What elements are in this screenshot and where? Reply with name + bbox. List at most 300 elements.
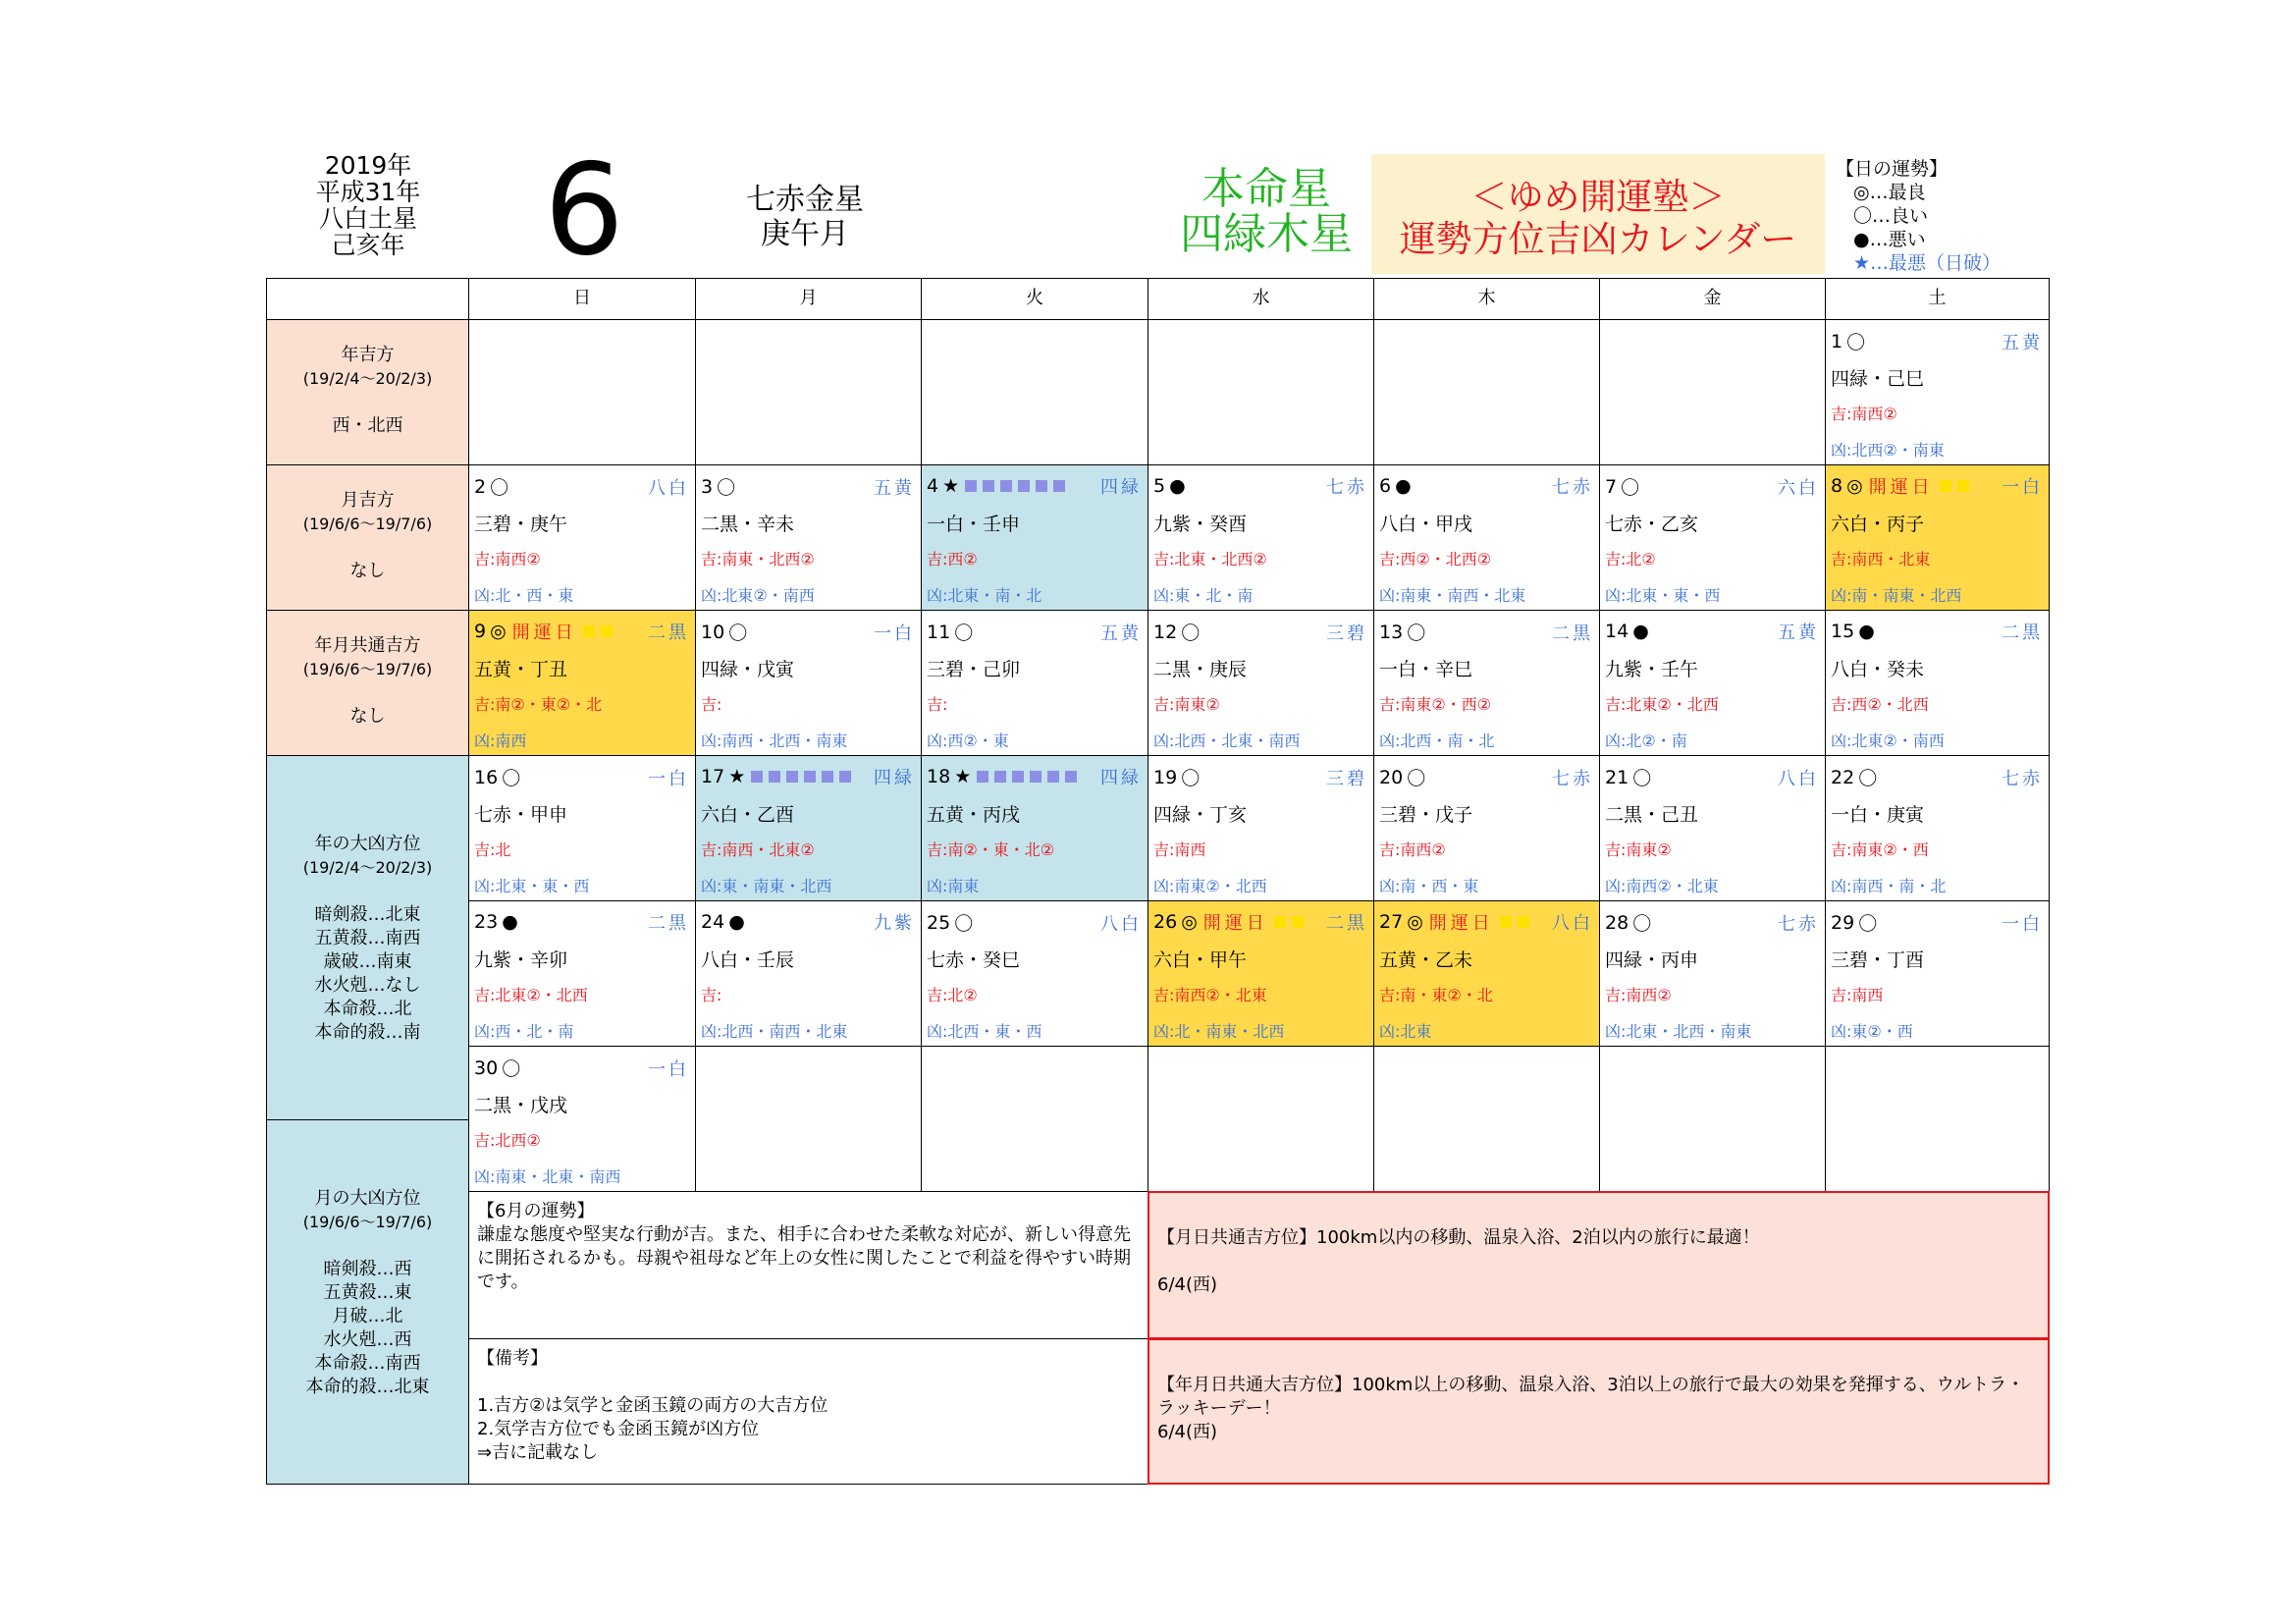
side-title: 年吉方 <box>341 345 395 365</box>
day-unlucky-direction: 凶:北西・東・西 <box>927 1022 1042 1041</box>
worst-square-icon <box>1036 480 1047 492</box>
day-number: 10 <box>701 621 725 643</box>
lucky-square-icon <box>1957 480 1969 492</box>
side-line: なし <box>349 706 386 727</box>
day-unlucky-direction: 凶:北東②・南西 <box>701 586 815 605</box>
day-cell <box>468 464 696 611</box>
day-nine-star: 七赤 <box>1778 913 1819 935</box>
legend-title: 【日の運勢】 <box>1836 158 1949 180</box>
day-kanshi: 六白・甲午 <box>1153 949 1248 971</box>
worst-square-icon <box>1000 480 1012 492</box>
remarks-line: 2.気学吉方位でも金函玉鏡が凶方位 <box>477 1419 760 1439</box>
day-fortune-mark: 〇 <box>1621 477 1640 499</box>
weekday-header: 火 <box>921 278 1148 320</box>
day-number: 18 <box>927 766 951 787</box>
day-unlucky-direction: 凶:北西・北東・南西 <box>1153 731 1301 750</box>
day-kanshi: 九紫・辛卯 <box>474 949 568 971</box>
legend <box>1836 157 2001 275</box>
common-lucky-title: 【月日共通吉方位】100km以内の移動、温泉入浴、2泊以内の旅行に最適！ <box>1157 1227 1760 1248</box>
side-line <box>267 681 468 705</box>
great-lucky-title: 【年月日共通大吉方位】100km以上の移動、温泉入浴、3泊以上の旅行で最大の効果を発揮する、ウルトラ・ラッキーデー！ <box>1157 1375 2025 1419</box>
worst-square-icon <box>804 771 816 783</box>
worst-square-icon <box>977 771 988 783</box>
day-fortune-mark: 〇 <box>1846 332 1866 353</box>
worst-square-icon <box>769 771 780 783</box>
day-cell <box>921 610 1148 756</box>
side-line <box>267 391 468 414</box>
worst-square-icon <box>994 771 1006 783</box>
day-fortune-mark: 〇 <box>1407 623 1426 644</box>
day-fortune-mark: 〇 <box>1407 768 1426 789</box>
worst-square-icon <box>786 771 798 783</box>
day-header-row <box>1605 764 1819 790</box>
side-panel-content <box>267 489 468 583</box>
day-fortune-mark: ● <box>728 911 745 933</box>
side-line: 五黄殺…東 <box>323 1282 412 1303</box>
day-unlucky-direction: 凶:南西・南・北 <box>1831 877 1947 895</box>
day-fortune-mark: 〇 <box>490 477 509 499</box>
day-unlucky-direction: 凶:南東・北東・南西 <box>474 1167 621 1186</box>
day-lucky-direction: 吉:南西② <box>1379 840 1446 859</box>
day-number: 12 <box>1153 621 1178 643</box>
day-lucky-direction: 吉:南西 <box>1153 840 1206 859</box>
side-line: 五黄殺…南西 <box>314 928 421 948</box>
day-cell-empty <box>921 319 1148 465</box>
day-number: 25 <box>927 911 951 934</box>
day-lucky-direction: 吉: <box>701 695 722 714</box>
day-lucky-direction: 吉:西②・北西 <box>1831 695 1929 714</box>
day-kanshi: 五黄・乙未 <box>1379 949 1473 971</box>
day-kanshi: 三碧・戊子 <box>1379 804 1473 826</box>
day-cell <box>1148 610 1374 756</box>
day-unlucky-direction: 凶:北西・南・北 <box>1379 731 1495 750</box>
day-header-row <box>701 764 915 789</box>
day-header-row <box>474 473 689 500</box>
day-cell <box>921 464 1148 611</box>
side-line <box>267 1234 468 1258</box>
day-fortune-mark: 〇 <box>954 623 974 644</box>
day-number: 27 <box>1379 911 1404 933</box>
day-unlucky-direction: 凶:南・西・東 <box>1379 877 1479 895</box>
day-fortune-mark: 〇 <box>954 913 974 935</box>
year-line: 2019年 <box>324 151 412 180</box>
day-cell-empty <box>1148 1046 1374 1192</box>
day-fortune-mark: ● <box>1858 621 1875 642</box>
day-fortune-mark: 〇 <box>1181 623 1201 644</box>
lucky-day-label: 開運日 <box>1202 913 1268 934</box>
weekday-header: 月 <box>695 278 922 320</box>
day-unlucky-direction: 凶:北東・東・西 <box>474 877 590 895</box>
side-line: 本命殺…北 <box>323 999 412 1019</box>
day-header-row <box>474 1055 689 1081</box>
calendar-title <box>1371 154 1825 274</box>
day-fortune-mark: ★ <box>728 766 746 787</box>
day-header-row <box>927 764 1142 789</box>
day-number: 16 <box>474 766 499 788</box>
day-fortune-mark: ◎ <box>1407 911 1423 933</box>
weekday-header: 金 <box>1599 278 1826 320</box>
lucky-day-label: 開運日 <box>511 623 577 643</box>
lucky-day-label: 開運日 <box>1428 913 1494 934</box>
day-cell <box>695 464 922 611</box>
day-nine-star: 八白 <box>1552 913 1593 934</box>
year-line: 八白土星 <box>318 204 417 233</box>
day-unlucky-direction: 凶:南西②・北東 <box>1605 877 1719 895</box>
day-unlucky-direction: 凶:北②・南 <box>1605 731 1687 750</box>
remarks-spacer <box>477 1371 1140 1394</box>
day-lucky-direction: 吉:南西② <box>1605 986 1672 1004</box>
day-header-row <box>1605 909 1819 936</box>
day-unlucky-direction: 凶:北西②・南東 <box>1831 441 1945 460</box>
day-fortune-mark: ● <box>1395 475 1412 497</box>
day-lucky-direction: 吉:南東②・西② <box>1379 695 1492 714</box>
side-panel-content <box>267 634 468 729</box>
day-cell <box>1373 755 1600 901</box>
day-header-row <box>1379 619 1593 645</box>
day-nine-star: 七赤 <box>1552 768 1593 789</box>
day-cell-empty <box>921 1046 1148 1192</box>
day-kanshi: 四緑・丙申 <box>1605 949 1699 971</box>
weekday-header: 日 <box>468 278 696 320</box>
day-kanshi: 八白・甲戌 <box>1379 514 1473 535</box>
day-unlucky-direction: 凶:北西・南西・北東 <box>701 1022 848 1041</box>
side-title: 年の大凶方位 <box>314 834 421 854</box>
day-nine-star: 四緑 <box>874 768 915 788</box>
day-nine-star: 七赤 <box>1326 477 1367 498</box>
day-cell <box>1148 464 1374 611</box>
lucky-square-icon <box>1292 916 1304 928</box>
side-line: 本命的殺…南 <box>314 1022 421 1043</box>
day-nine-star: 五黄 <box>1778 623 1819 643</box>
day-nine-star: 七赤 <box>2002 768 2043 789</box>
day-unlucky-direction: 凶:北・南東・北西 <box>1153 1022 1285 1041</box>
worst-square-icon <box>751 771 763 783</box>
day-lucky-direction: 吉:南西② <box>474 550 541 568</box>
day-cell-empty <box>1148 319 1374 465</box>
day-cell <box>921 900 1148 1047</box>
day-lucky-direction: 吉:北東②・北西 <box>1605 695 1719 714</box>
great-lucky-spacer <box>1157 1348 2040 1374</box>
common-lucky-gap <box>1157 1250 2040 1273</box>
side-panel <box>266 464 469 611</box>
side-title: 月吉方 <box>341 490 395 511</box>
day-nine-star: 一白 <box>2002 913 2043 935</box>
day-header-row <box>474 764 689 790</box>
side-line: なし <box>349 561 386 581</box>
day-lucky-direction: 吉:南東② <box>1605 840 1672 859</box>
weekday-header: 水 <box>1148 278 1374 320</box>
worst-square-icon <box>839 771 851 783</box>
day-fortune-mark: 〇 <box>1858 768 1878 789</box>
day-header-row <box>1379 909 1593 935</box>
day-kanshi: 八白・壬辰 <box>701 949 795 971</box>
day-number: 8 <box>1831 475 1843 497</box>
day-nine-star: 二黒 <box>1552 623 1593 644</box>
remarks-note <box>468 1338 1148 1485</box>
day-nine-star: 五黄 <box>1100 623 1142 644</box>
day-header-row <box>1605 473 1819 500</box>
day-kanshi: 四緑・丁亥 <box>1153 804 1248 826</box>
day-number: 7 <box>1605 475 1618 498</box>
day-kanshi: 四緑・戊寅 <box>701 659 795 680</box>
day-number: 22 <box>1831 766 1855 788</box>
remarks-line: ⇒吉に記載なし <box>477 1442 599 1463</box>
day-unlucky-direction: 凶:北東 <box>1379 1022 1432 1041</box>
lucky-square-icon <box>1274 916 1286 928</box>
side-range: (19/6/6～19/7/6) <box>302 660 433 678</box>
day-header-row <box>701 909 915 935</box>
common-lucky-date: 6/4(西) <box>1157 1274 1218 1295</box>
calendar-grid <box>266 278 2049 1484</box>
day-cell <box>468 900 696 1047</box>
day-unlucky-direction: 凶:南西 <box>474 731 527 750</box>
side-panel-content <box>267 344 468 438</box>
day-unlucky-direction: 凶:北東・東・西 <box>1605 586 1721 605</box>
side-panel <box>266 319 469 465</box>
lucky-square-icon <box>1500 916 1512 928</box>
day-fortune-mark: ◎ <box>490 621 507 642</box>
day-fortune-mark: ◎ <box>1181 911 1198 933</box>
day-header-row <box>1153 619 1367 645</box>
worst-square-icon <box>1047 771 1059 783</box>
side-line: 水火剋…なし <box>314 975 421 996</box>
day-fortune-mark: ● <box>1632 621 1649 642</box>
worst-square-icon <box>1012 771 1024 783</box>
day-unlucky-direction: 凶:南東②・北西 <box>1153 877 1267 895</box>
day-header-row <box>1605 619 1819 644</box>
day-number: 13 <box>1379 621 1404 643</box>
day-unlucky-direction: 凶:東・北・南 <box>1153 586 1254 605</box>
day-header-row <box>474 909 689 935</box>
day-header-row <box>1379 764 1593 790</box>
day-header-row <box>1153 909 1367 935</box>
side-line: 歳破…南東 <box>323 951 412 972</box>
day-header-row <box>701 619 915 645</box>
great-lucky-note <box>1148 1338 2050 1485</box>
day-nine-star: 二黒 <box>648 913 689 934</box>
day-nine-star: 二黒 <box>2002 623 2043 643</box>
day-cell <box>1825 900 2050 1047</box>
day-kanshi: 一白・辛巳 <box>1379 659 1473 680</box>
day-cell <box>1148 755 1374 901</box>
lucky-square-icon <box>1940 480 1951 492</box>
worst-square-icon <box>1053 480 1065 492</box>
day-cell <box>1599 610 1826 756</box>
day-kanshi: 三碧・庚午 <box>474 514 568 535</box>
day-cell <box>1825 610 2050 756</box>
day-kanshi: 四緑・己巳 <box>1831 368 1925 390</box>
day-header-row <box>1379 473 1593 499</box>
day-cell <box>1373 464 1600 611</box>
side-range: (19/2/4～20/2/3) <box>302 858 433 877</box>
day-lucky-direction: 吉:南・東②・北 <box>1379 986 1493 1004</box>
side-range: (19/6/6～19/7/6) <box>302 1213 433 1231</box>
weekday-header: 土 <box>1825 278 2050 320</box>
day-fortune-mark: 〇 <box>1632 768 1652 789</box>
weekday-header: 木 <box>1373 278 1600 320</box>
day-unlucky-direction: 凶:西・北・南 <box>474 1022 574 1041</box>
day-number: 11 <box>927 621 951 643</box>
side-line <box>267 536 468 560</box>
day-cell <box>921 755 1148 901</box>
worst-square-icon <box>822 771 833 783</box>
day-number: 17 <box>701 766 725 787</box>
side-line: 月破…北 <box>332 1306 403 1326</box>
day-lucky-direction: 吉:南西 <box>1831 986 1884 1004</box>
day-lucky-direction: 吉: <box>927 695 948 714</box>
side-range: (19/6/6～19/7/6) <box>302 514 433 533</box>
day-unlucky-direction: 凶:南・南東・北西 <box>1831 586 1962 605</box>
worst-square-icon <box>1065 771 1077 783</box>
side-line: 本命殺…南西 <box>314 1353 421 1374</box>
legend-worst: ★…最悪（日破） <box>1853 252 2002 274</box>
title-line: 運勢方位吉凶カレンダー <box>1399 218 1797 260</box>
day-lucky-direction: 吉:西②・北西② <box>1379 550 1492 568</box>
day-header-row <box>1831 619 2043 644</box>
side-panel <box>266 755 469 1120</box>
day-number: 21 <box>1605 766 1629 788</box>
honmei-line: 四緑木星 <box>1180 209 1353 259</box>
day-header-row <box>1831 764 2043 790</box>
day-kanshi: 七赤・乙亥 <box>1605 514 1699 535</box>
day-lucky-direction: 吉:北東・北西② <box>1153 550 1267 568</box>
day-cell <box>1599 900 1826 1047</box>
day-cell <box>1148 900 1374 1047</box>
worst-square-icon <box>1018 480 1030 492</box>
fortune-note <box>468 1191 1148 1339</box>
day-lucky-direction: 吉:北 <box>474 840 511 859</box>
day-lucky-direction: 吉:北西② <box>474 1131 541 1150</box>
day-header-row <box>1153 473 1367 499</box>
day-unlucky-direction: 凶:南西・北西・南東 <box>701 731 848 750</box>
day-header-row <box>701 473 915 500</box>
day-lucky-direction: 吉:南東②・西 <box>1831 840 1929 859</box>
day-cell <box>1599 464 1826 611</box>
legend-bad: ●…悪い <box>1853 229 1926 250</box>
day-fortune-mark: 〇 <box>1858 913 1878 935</box>
day-kanshi: 三碧・己卯 <box>927 659 1021 680</box>
side-line <box>267 880 468 903</box>
day-lucky-direction: 吉:北東②・北西 <box>474 986 588 1004</box>
day-nine-star: 一白 <box>2002 477 2043 498</box>
day-cell <box>468 610 696 756</box>
side-panel <box>266 610 469 756</box>
month-star-line: 庚午月 <box>761 217 849 251</box>
day-unlucky-direction: 凶:東②・西 <box>1831 1022 1913 1041</box>
side-panel-content <box>267 1187 468 1399</box>
day-header-row <box>1831 909 2043 936</box>
day-fortune-mark: 〇 <box>1632 913 1652 935</box>
side-line: 水火剋…西 <box>323 1329 412 1350</box>
day-cell <box>468 755 696 901</box>
fortune-text: 謙虚な態度や堅実な行動が吉。また、相手に合わせた柔軟な対応が、新しい得意先に開拓されるかも。母親や祖母など年上の女性に関したことで利益を得やすい時期です。 <box>477 1224 1131 1292</box>
day-nine-star: 五黄 <box>874 477 915 499</box>
lucky-square-icon <box>583 625 595 637</box>
day-nine-star: 三碧 <box>1326 768 1367 789</box>
day-lucky-direction: 吉:西② <box>927 550 978 568</box>
day-cell-empty <box>1373 1046 1600 1192</box>
day-cell <box>1825 464 2050 611</box>
day-lucky-direction: 吉:南西・北東 <box>1831 550 1931 568</box>
day-kanshi: 八白・癸未 <box>1831 659 1925 680</box>
lucky-square-icon <box>601 625 613 637</box>
day-cell <box>695 610 922 756</box>
day-fortune-mark: ● <box>1169 475 1186 497</box>
day-number: 23 <box>474 911 499 933</box>
day-kanshi: 九紫・壬午 <box>1605 659 1699 680</box>
day-header-row <box>474 619 689 644</box>
day-unlucky-direction: 凶:南東 <box>927 877 980 895</box>
day-number: 15 <box>1831 621 1855 642</box>
day-nine-star: 一白 <box>648 1058 689 1080</box>
legend-best: ◎…最良 <box>1853 182 1926 203</box>
day-fortune-mark: 〇 <box>1181 768 1201 789</box>
day-number: 3 <box>701 475 714 498</box>
day-lucky-direction: 吉:南東・北西② <box>701 550 815 568</box>
day-lucky-direction: 吉:南②・東・北② <box>927 840 1055 859</box>
day-nine-star: 七赤 <box>1552 477 1593 498</box>
day-nine-star: 一白 <box>874 623 915 644</box>
day-cell-empty <box>468 319 696 465</box>
day-number: 2 <box>474 475 487 498</box>
day-kanshi: 六白・丙子 <box>1831 514 1925 535</box>
year-info <box>294 152 442 258</box>
title-line: ＜ゆめ開運塾＞ <box>1470 176 1726 218</box>
day-fortune-mark: 〇 <box>728 623 748 644</box>
day-cell-empty <box>1599 1046 1826 1192</box>
month-number: 6 <box>544 137 624 284</box>
worst-square-icon <box>965 480 977 492</box>
day-lucky-direction: 吉:南②・東②・北 <box>474 695 603 714</box>
common-lucky-spacer <box>1157 1201 2040 1226</box>
day-cell <box>1373 900 1600 1047</box>
day-kanshi: 一白・壬申 <box>927 514 1021 535</box>
day-fortune-mark: ★ <box>954 766 972 787</box>
day-nine-star: 四緑 <box>1100 768 1142 788</box>
day-number: 30 <box>474 1056 499 1079</box>
day-cell <box>468 1046 696 1192</box>
day-lucky-direction: 吉:南東② <box>1153 695 1220 714</box>
day-number: 5 <box>1153 475 1166 497</box>
day-nine-star: 一白 <box>648 768 689 789</box>
day-cell <box>1825 319 2050 465</box>
day-nine-star: 六白 <box>1778 477 1819 499</box>
day-unlucky-direction: 凶:北東・南・北 <box>927 586 1042 605</box>
day-unlucky-direction: 凶:北東②・南西 <box>1831 731 1945 750</box>
side-panel <box>266 1119 469 1485</box>
day-lucky-direction: 吉:北② <box>1605 550 1656 568</box>
day-fortune-mark: ● <box>502 911 518 933</box>
day-nine-star: 四緑 <box>1100 477 1142 498</box>
day-number: 1 <box>1831 330 1843 352</box>
remarks-line: 1.吉方②は気学と金函玉鏡の両方の大吉方位 <box>477 1395 828 1416</box>
day-number: 14 <box>1605 621 1629 642</box>
day-fortune-mark: 〇 <box>502 1058 521 1080</box>
day-number: 20 <box>1379 766 1404 788</box>
side-line: 西・北西 <box>332 415 403 436</box>
day-number: 4 <box>927 475 939 497</box>
day-kanshi: 二黒・辛未 <box>701 514 795 535</box>
side-range: (19/2/4～20/2/3) <box>302 369 433 388</box>
day-unlucky-direction: 凶:北東・北西・南東 <box>1605 1022 1752 1041</box>
day-kanshi: 一白・庚寅 <box>1831 804 1925 826</box>
day-header-row <box>1831 473 2043 499</box>
day-cell-empty <box>1599 319 1826 465</box>
day-lucky-direction: 吉:南西② <box>1831 405 1897 423</box>
day-cell <box>1599 755 1826 901</box>
day-kanshi: 九紫・癸酉 <box>1153 514 1248 535</box>
day-kanshi: 二黒・己丑 <box>1605 804 1699 826</box>
